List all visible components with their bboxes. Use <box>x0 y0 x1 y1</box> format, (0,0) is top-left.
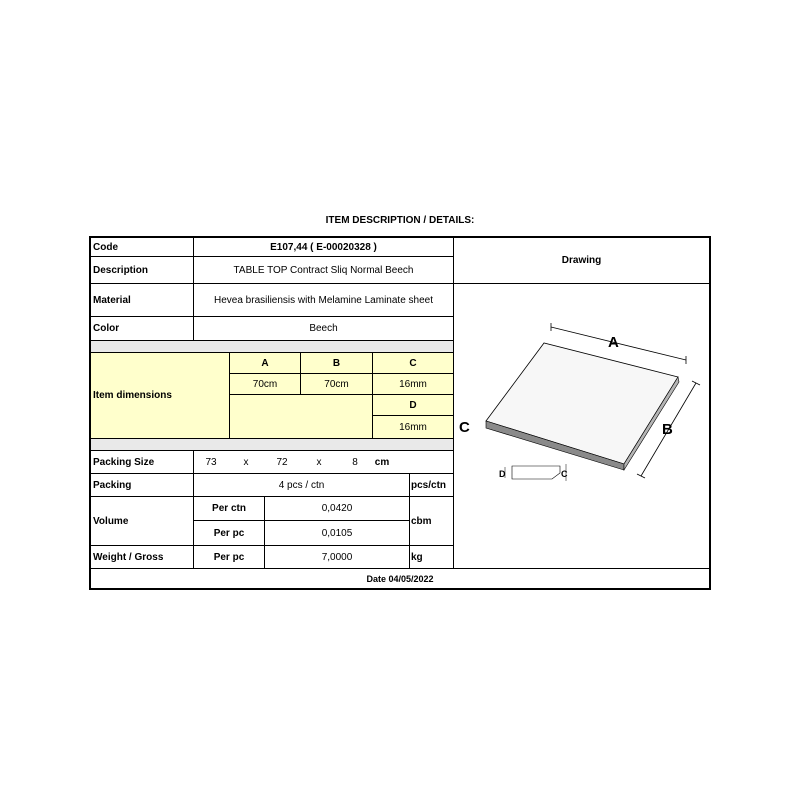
drawing-letter-a: A <box>608 334 619 351</box>
dimension-value-c: 16mm <box>399 378 427 390</box>
drawing-label: Drawing <box>561 255 602 266</box>
packing-size-label: Packing Size <box>93 456 155 468</box>
dimension-header-c: C <box>409 357 417 369</box>
volume-unit: cbm <box>411 515 432 527</box>
packing-value: 4 pcs / ctn <box>278 479 325 491</box>
material-label: Material <box>93 294 131 306</box>
weight-per-pc-label: Per pc <box>213 551 245 563</box>
packing-size-unit: cm <box>374 456 390 468</box>
dimension-value-b: 70cm <box>324 378 349 390</box>
dimension-header-d: D <box>409 399 417 411</box>
packing-size-times-2: x <box>316 456 322 468</box>
volume-per-pc-label: Per pc <box>213 527 245 539</box>
packing-size-height: 8 <box>352 456 358 468</box>
drawing-letter-b: B <box>662 421 673 438</box>
table-top-surface <box>486 343 678 464</box>
code-label: Code <box>93 241 118 253</box>
packing-size-length: 73 <box>205 456 217 468</box>
color-value: Beech <box>309 323 338 334</box>
dimension-value-d: 16mm <box>399 421 427 433</box>
edge-profile-detail <box>512 466 560 479</box>
packing-size-width: 72 <box>276 456 288 468</box>
volume-per-pc-value: 0,0105 <box>321 527 353 539</box>
dimension-header-a: A <box>261 357 269 369</box>
description-value: TABLE TOP Contract Sliq Normal Beech <box>233 264 414 276</box>
volume-per-ctn-label: Per ctn <box>212 503 246 514</box>
detail-letter-d: D <box>499 469 506 479</box>
code-value: E107,44 ( E-00020328 ) <box>270 241 377 253</box>
material-value: Hevea brasiliensis with Melamine Laminate sheet <box>214 294 433 306</box>
dimensions-label: Item dimensions <box>93 390 172 401</box>
detail-letter-c: C <box>561 469 568 479</box>
packing-label: Packing <box>93 479 132 491</box>
dimension-header-b: B <box>332 357 341 369</box>
drawing-letter-c: C <box>459 419 470 436</box>
description-label: Description <box>93 264 149 276</box>
weight-label: Weight / Gross <box>93 551 164 563</box>
packing-unit: pcs/ctn <box>411 479 447 491</box>
volume-label: Volume <box>93 515 129 527</box>
dimension-value-a: 70cm <box>252 378 278 390</box>
packing-size-times-1: x <box>243 456 249 468</box>
weight-value: 7,0000 <box>321 551 353 563</box>
volume-per-ctn-value: 0,0420 <box>321 503 353 514</box>
weight-unit: kg <box>411 551 423 563</box>
date-footer: Date 04/05/2022 <box>366 573 434 584</box>
page-title: ITEM DESCRIPTION / DETAILS: <box>325 215 475 226</box>
color-label: Color <box>93 323 120 334</box>
